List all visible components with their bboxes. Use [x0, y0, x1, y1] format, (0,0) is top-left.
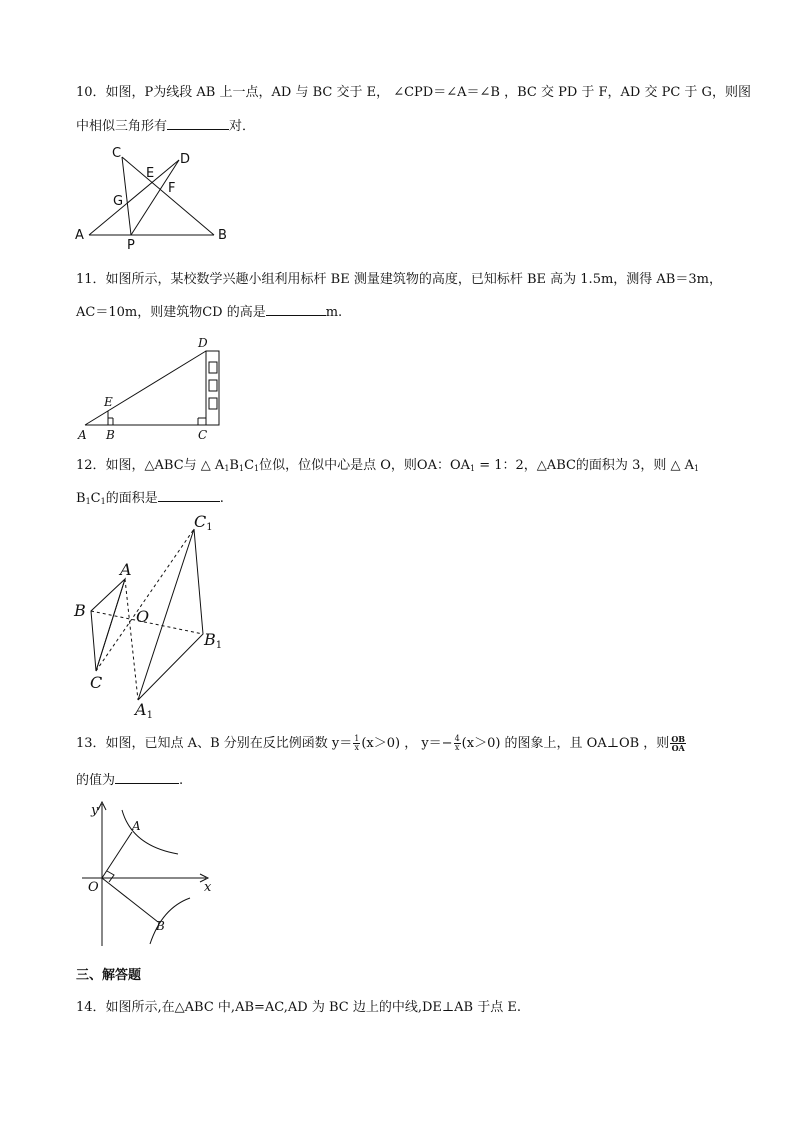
- q10-label-f: F: [168, 181, 176, 196]
- q10-label-e: E: [146, 166, 155, 181]
- q13-line2-suffix: .: [179, 773, 184, 788]
- q12-sub: 1: [470, 464, 476, 473]
- q11-text-line2: [76, 303, 342, 321]
- q12-label-b1: B1: [204, 630, 223, 651]
- q13-label-x: x: [204, 880, 212, 895]
- q12-line2-c: C: [90, 491, 101, 506]
- q11-label-e: E: [104, 395, 113, 409]
- q10-label-a: A: [75, 228, 84, 243]
- q12-line2-text: 的面积是: [105, 491, 158, 506]
- q12-label-b: B: [74, 601, 86, 620]
- q12-label-o: O: [136, 607, 150, 626]
- q12-label-c: C: [90, 673, 103, 692]
- q13-text-part3: (x＞0) 的图象上，且 OA⊥OB ，则: [461, 736, 670, 751]
- q13-fraction-ob-over-oa: $\frac{OB}{OA}$: [671, 734, 686, 753]
- q13-text-line1: [76, 734, 687, 754]
- q13-text-part2: (x＞0) ， y＝−: [361, 736, 453, 751]
- q10-figure: [70, 140, 250, 250]
- q13-label-b: B: [156, 919, 165, 933]
- q10-label-d: D: [180, 152, 191, 167]
- q12-sub: 1: [85, 497, 91, 506]
- q12-text-line1: [76, 458, 699, 477]
- q12-sub: 1: [238, 464, 245, 473]
- q13-figure: [74, 796, 224, 951]
- q12-text-part1: 12．如图，△ABC与 △ A: [76, 458, 225, 473]
- q12-answer-blank: [158, 489, 220, 502]
- q12-sub: 1: [224, 464, 230, 473]
- q12-sub: 1: [694, 464, 700, 473]
- q11-line2-suffix: m.: [325, 305, 343, 320]
- q11-label-d: D: [198, 336, 208, 350]
- q11-text-line1: 11．如图所示，某校数学兴趣小组利用标杆 BE 测量建筑物的高度，已知标杆 BE 高为 1.5m，测得 AB＝3m，: [76, 272, 722, 287]
- q11-label-b: B: [106, 428, 115, 442]
- q10-line2-suffix: 对．: [229, 119, 256, 134]
- q10-label-c: C: [112, 146, 122, 161]
- q12-sub: 1: [254, 464, 260, 473]
- q11-label-a: A: [78, 428, 87, 442]
- q13-fraction-4-over-x: $\frac{4}{x}$: [454, 734, 460, 752]
- q12-line2-suffix: .: [219, 491, 224, 506]
- q12-label-c1: C1: [194, 512, 213, 533]
- q12-text-part2: B: [229, 458, 239, 473]
- q12-label-a1: A1: [135, 700, 153, 721]
- q11-answer-blank: [266, 303, 326, 316]
- q12-line2-b: B: [76, 491, 86, 506]
- q12-text-part4: 位似，位似中心是点 O，则OA：OA: [259, 458, 471, 473]
- q10-line2-prefix: 中相似三角形有: [76, 119, 168, 134]
- q12-text-part3: C: [244, 458, 255, 473]
- q11-figure: [74, 333, 234, 445]
- q12-text-part5: = 1：2，△ABC的面积为 3，则 △ A: [475, 458, 694, 473]
- q11-label-c: C: [198, 428, 208, 442]
- q10-text-line1: 10．如图，P为线段 AB 上一点，AD 与 BC 交于 E， ∠CPD＝∠A＝∠B ，BC 交 PD 于 F，AD 交 PC 于 G，则图: [76, 85, 751, 100]
- q13-answer-blank: [115, 771, 179, 784]
- q13-text-part1: 13．如图，已知点 A、B 分别在反比例函数 y＝: [76, 736, 353, 751]
- q13-line2-prefix: 的值为: [76, 773, 116, 788]
- q12-sub: 1: [100, 497, 106, 506]
- q10-label-b: B: [218, 228, 227, 243]
- q10-answer-blank: [167, 117, 229, 130]
- q14-text: 14．如图所示,在△ABC 中,AB=AC,AD 为 BC 边上的中线,DE⊥AB 于点 E.: [76, 1000, 521, 1015]
- q13-label-o: O: [88, 880, 99, 895]
- q13-fraction-1-over-x: $\frac{1}{x}$: [354, 734, 360, 752]
- q13-text-line2: [76, 771, 183, 789]
- q12-text-line2: [76, 489, 224, 510]
- q10-label-p: P: [127, 238, 135, 250]
- q12-label-a: A: [120, 560, 132, 579]
- q13-label-y: y: [91, 803, 99, 818]
- q13-label-a: A: [132, 819, 141, 833]
- q11-line2-prefix: AC＝10m，则建筑物CD 的高是: [76, 305, 266, 320]
- q10-text-line2: [76, 117, 255, 135]
- q10-label-g: G: [113, 194, 124, 209]
- section-heading: 三、解答题: [76, 968, 142, 983]
- q12-figure: [70, 508, 230, 723]
